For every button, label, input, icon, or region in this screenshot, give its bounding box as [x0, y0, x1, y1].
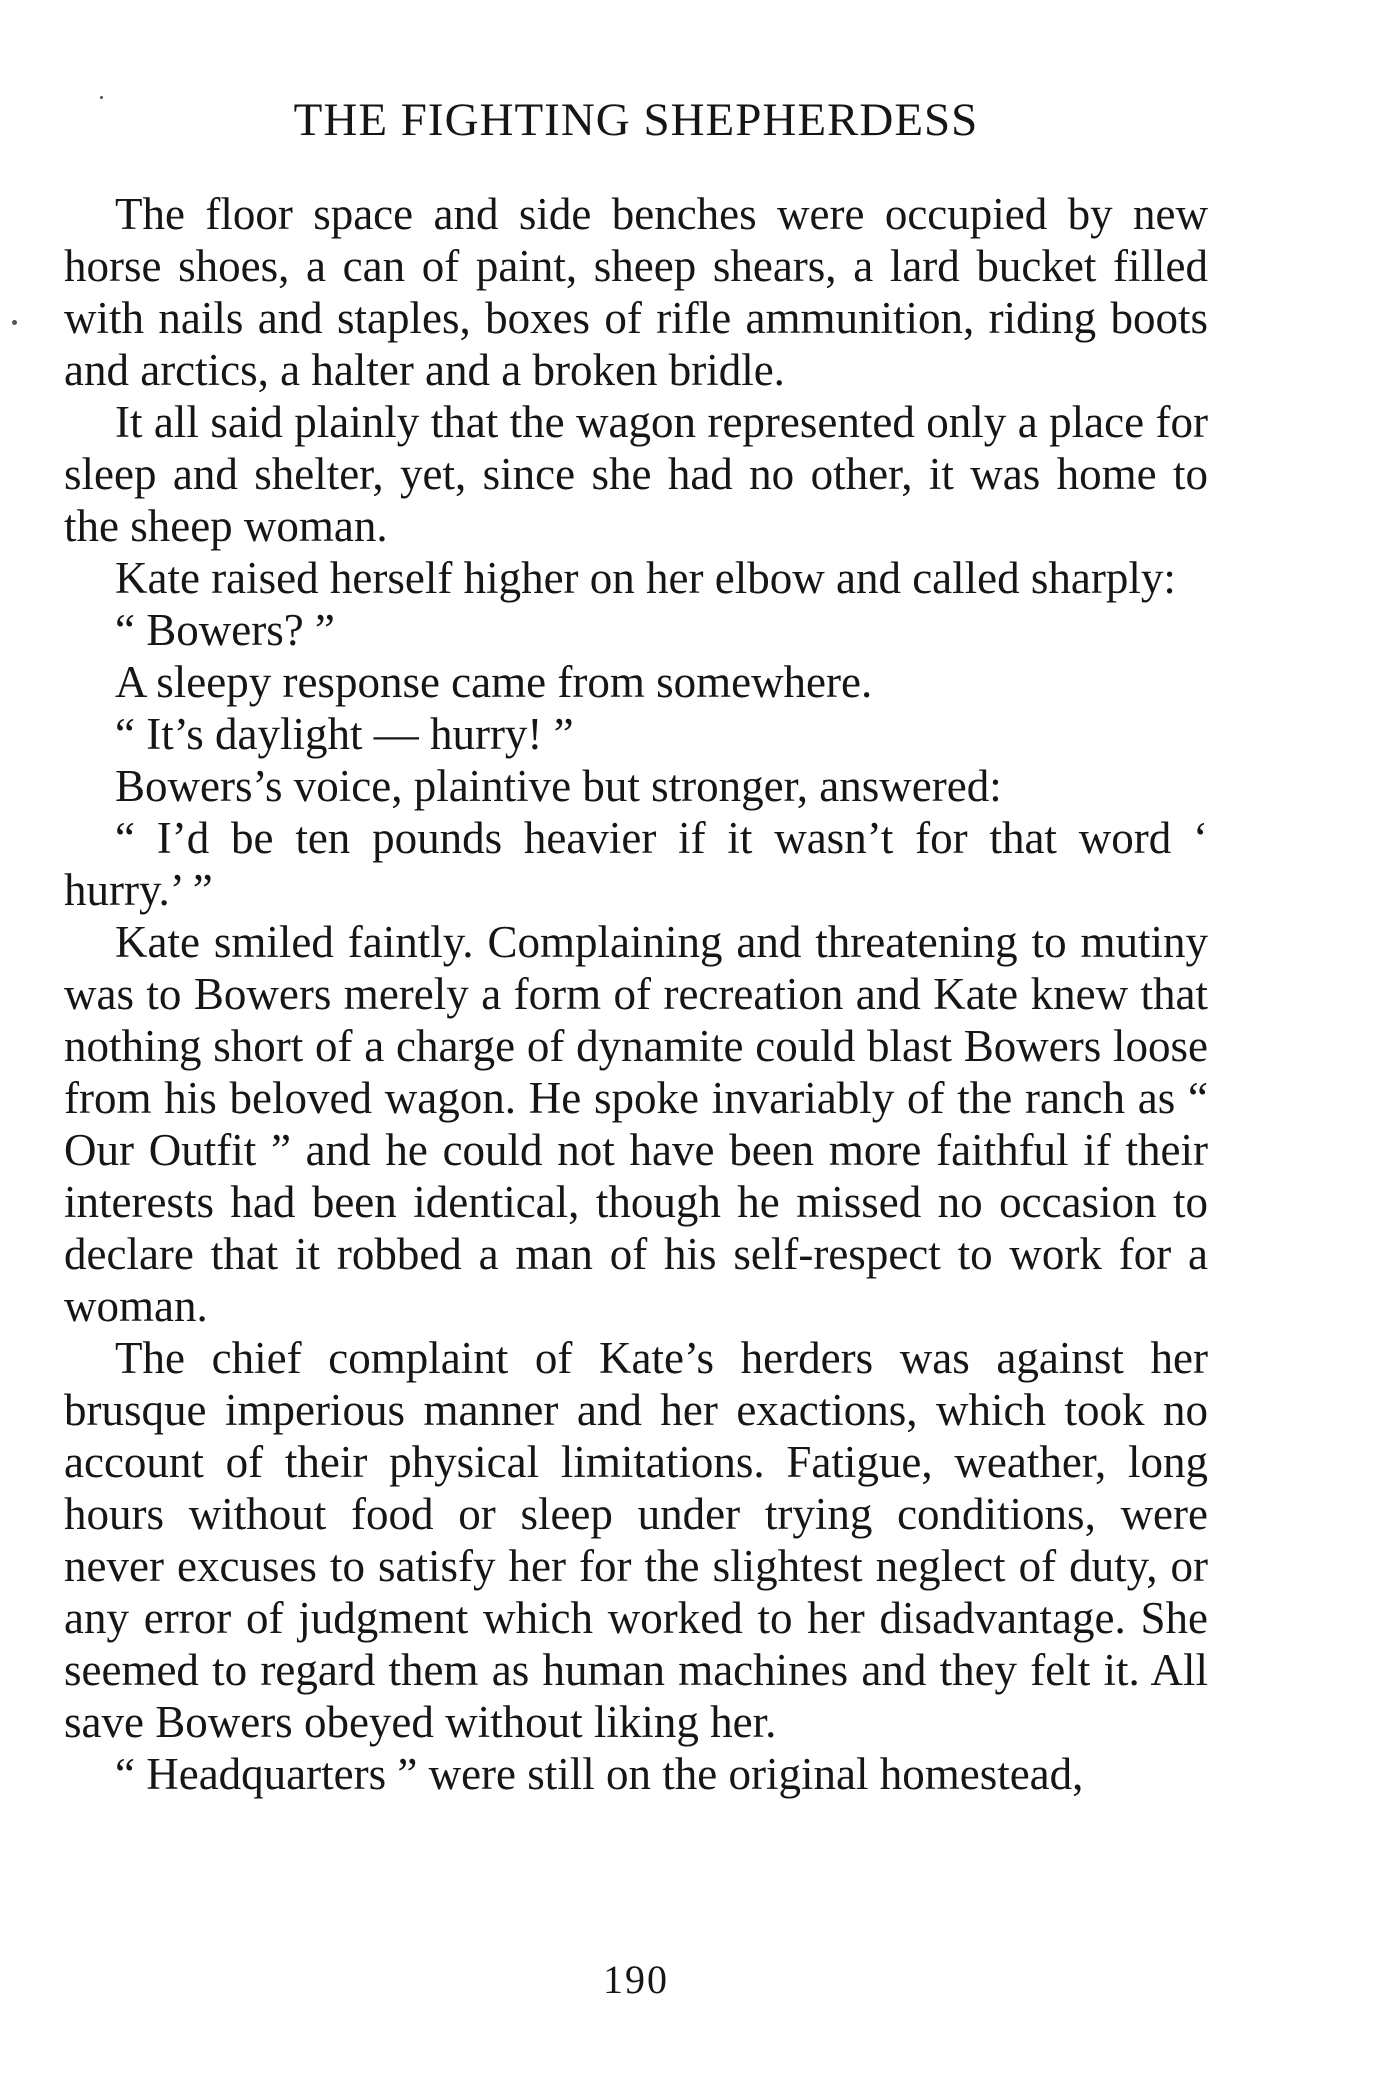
dialogue-line-bowers-call: “ Bowers? ”	[115, 605, 335, 655]
paragraph-1: The floor space and side benches were occupied by new horse shoes, a can of paint, sheep shears, a lard bucket filled with nails and staples, boxes of rifle ammunition, riding boots and arctics, a halter and a broken bridle.	[64, 189, 1208, 395]
paragraph-3: Kate raised herself higher on her elbow and called sharply:	[115, 553, 1176, 603]
paragraph-2: It all said plainly that the wagon represented only a place for sleep and shelter, yet, since she had no other, it was home to the sheep woman.	[64, 397, 1208, 551]
dialogue-line-hurry: “ I’d be ten pounds heavier if it wasn’t for that word ‘ hurry.’ ”	[64, 813, 1208, 915]
dialogue-line-daylight: “ It’s daylight — hurry! ”	[115, 709, 574, 759]
ink-speck	[12, 320, 17, 325]
paragraph-sleepy-response: A sleepy response came from somewhere.	[115, 657, 873, 707]
body-text	[64, 188, 1208, 1800]
ink-speck	[100, 96, 103, 99]
page-number: 190	[603, 1957, 669, 2002]
paragraph-bowers-voice: Bowers’s voice, plaintive but stronger, answered:	[115, 761, 1002, 811]
paragraph-kate-smiled: Kate smiled faintly. Complaining and threatening to mutiny was to Bowers merely a form of recreation and Kate knew that nothing short of a charge of dynamite could blast Bowers loose from his beloved wagon. He spoke invariably of the ranch as “ Our Outfit ” and he could not have been more faithful if their interests had been identical, though he missed no occasion to declare that it robbed a man of his self-respect to work for a woman.	[64, 917, 1208, 1331]
running-head: THE FIGHTING SHEPHERDESS	[293, 94, 979, 146]
paragraph-chief-complaint: The chief complaint of Kate’s herders was against her brusque imperious manner and her exactions, which took no account of their physical limitations. Fatigue, weather, long hours without food or sleep under trying conditions, were never excuses to satisfy her for the slightest neglect of duty, or any error of judgment which worked to her disadvantage. She seemed to regard them as human machines and they felt it. All save Bowers obeyed without liking her.	[64, 1333, 1208, 1747]
paragraph-headquarters: “ Headquarters ” were still on the original homestead,	[115, 1749, 1084, 1799]
